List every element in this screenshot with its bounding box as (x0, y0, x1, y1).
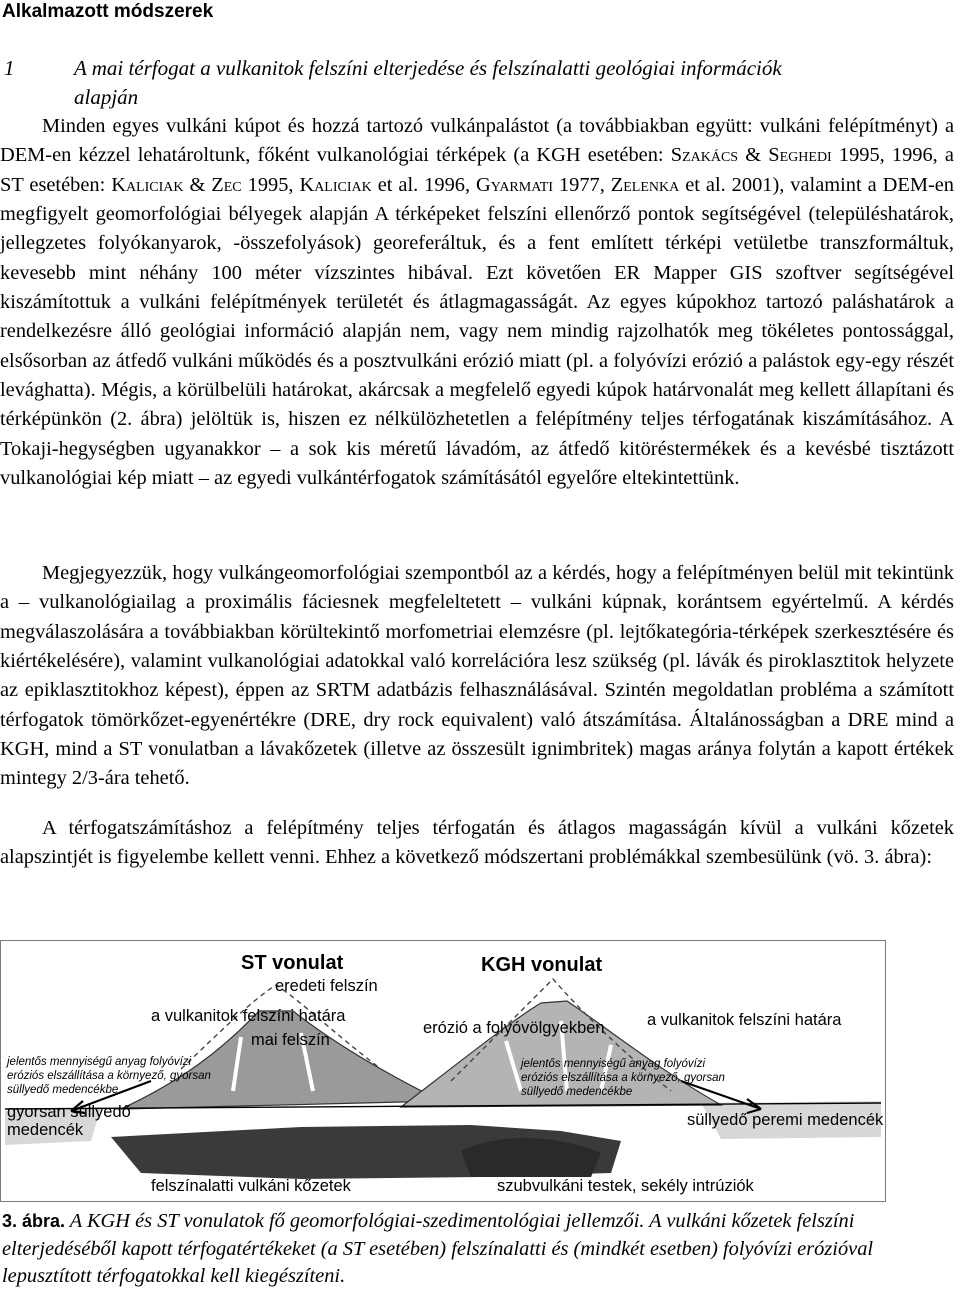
section-title-line-2: alapján (74, 85, 139, 109)
subsurface-volcanics-label: felszínalatti vulkáni kőzetek (151, 1177, 351, 1195)
author-kaliciak: Kaliciak (111, 173, 184, 196)
section-title-line-1: A mai térfogat a vulkanitok felszíni elterjedése és felszínalatti geológiai információk (74, 56, 782, 80)
figure-3-cross-section (0, 940, 886, 1202)
author-zec: Zec (211, 173, 242, 196)
p1-text-1: Minden egyes vulkáni kúpot és hozzá tartozó vulkánpalástot (a továbbiakban együtt: vulkáni felépítményt) a DEM-en kézzel lehatároltunk, főként vulkanológiai térképek (a KGH esetében: (0, 115, 954, 167)
author-zelenka: Zelenka (610, 173, 680, 196)
surface-boundary-left-label: a vulkanitok felszíni határa (151, 1007, 346, 1025)
p1-text-8: et al. 2001), valamint a DEM-en megfigyelt geomorfológiai bélyegek alapján A térképeket felszíni ellenőrző pontok segítségével (településhatárok, jellegzetes folyókanyarok, -összefolyások) georeferáltuk, és a fent említett térképi vetületbe transzformáltuk, kevesebb mint néhány 100 méter vízszintes hibával. Ezt követően ER Mapper GIS szoftver segítségével kiszámítottuk a vulkáni felépítmények területét és átlagmagasságát. Az egyes kúpokhoz tartozó paláshatárok a rendelkezésre álló geológiai információ alapján nem, vagy nem mindig rajzolhatók meg tökéletes pontossággal, elsősorban az átfedő vulkáni működés és a posztvulkáni erózió miatt (pl. a folyóvízi erózió a palástok egy-egy részét levághatta). Mégis, a körülbelüli határokat, akárcsak a megfelelő egyedi kúpok határvonalát meg kellett állapítani és térképünkön (2. ábra) jelöltük is, hiszen ez nélkülözhetetlen a felépítmény teljes térfogatának kiszámításához. A Tokaji-hegységben ugyanakkor – a sok kis méretű lávadóm, az átfedő kitöréstermékek és a kevésbé tisztázott vulkanológiai kép miatt – az egyedi vulkántérfogatok számításától egyelőre eltekintettünk. (0, 173, 954, 490)
paragraph-3: A térfogatszámításhoz a felépítmény teljes térfogatán és átlagos magasságán kívül a vulkáni kőzetek alapszintjét is figyelembe kellett venni. Ehhez a következő módszertani problémákkal szembesülünk (vö. 3. ábra): (0, 817, 954, 869)
note-left-line-3: süllyedő medencékbe (7, 1084, 119, 1096)
chapter-heading: Alkalmazott módszerek (2, 1, 214, 22)
author-szakacs: Szakács (670, 144, 739, 167)
p1-text-4: & (183, 173, 212, 196)
cross-section-diagram (1, 941, 885, 1201)
caption-text: A KGH és ST vonulatok fő geomorfológiai-szedimentológiai jellemzői. A vulkáni kőzetek felszíni elterjedéséből kapott térfogatértékeket (a ST esetében) felszínalatti és (mindkét esetben) folyóvízi erózióval lepusztított térfogatokkal kell kiegészíteni. (2, 1210, 874, 1287)
surface-boundary-right-label: a vulkanitok felszíni határa (647, 1011, 842, 1029)
present-surface-label: mai felszín (251, 1031, 330, 1049)
caption-label: 3. ábra. (2, 1211, 66, 1231)
st-title-label: ST vonulat (241, 952, 344, 974)
note-left-line-1: jelentős mennyiségű anyag folyóvízi (7, 1056, 192, 1068)
p1-text-5: 1995, (241, 173, 300, 196)
erosion-label: erózió a folyóvölgyekben (423, 1019, 605, 1037)
p1-text-2: & (738, 144, 769, 167)
p1-text-3: 1995, 1996, a ST esetében: (0, 144, 954, 196)
subvolcanic-bodies-label: szubvulkáni testek, sekély intrúziók (497, 1177, 754, 1195)
figure-caption (2, 1208, 956, 1291)
author-seghedi: Seghedi (768, 144, 832, 167)
note-right-line-2: eróziós elszállítása a környező, gyorsan (521, 1072, 725, 1084)
section-number: 1 (4, 56, 15, 80)
note-left-line-2: eróziós elszállítása a környező, gyorsan (7, 1070, 211, 1082)
note-right-line-1: jelentős mennyiségű anyag folyóvízi (521, 1058, 706, 1070)
author-kaliciak-2: Kaliciak (299, 173, 372, 196)
note-right-line-3: süllyedő medencékbe (521, 1086, 633, 1098)
fast-subsiding-basins-line-1: gyorsan süllyedő (7, 1103, 131, 1121)
p1-text-6: et al. 1996, (371, 173, 477, 196)
paragraph-1 (0, 112, 954, 557)
original-surface-label: eredeti felszín (275, 977, 378, 995)
p1-text-7: 1977, (552, 173, 611, 196)
author-gyarmati: Gyarmati (476, 173, 553, 196)
kgh-title-label: KGH vonulat (481, 954, 603, 976)
subsiding-marginal-basins-label: süllyedő peremi medencék (687, 1111, 884, 1129)
paragraph-2: Megjegyezzük, hogy vulkángeomorfológiai szempontból az a kérdés, hogy a felépítményen belül mit tekintünk a – vulkanológiailag a proximális fáciesnek megfeleltetett – vulkáni kúpnak, korántsem egyértelmű. A kérdés megválaszolására a továbbiakban körültekintő morfometriai elemzésre (pl. lejtőkategória-térképek szerkesztésére és kiértékelésére), valamint vulkanológiai adatokkal való korrelációra lesz szükség (pl. lávák és piroklasztitok helyzete az epiklasztitokhoz képest), éppen az SRTM adatbázis felhasználásával. Szintén megoldatlan probléma a számított térfogatok tömörkőzet-egyenértékre (DRE, dry rock equivalent) való átszámítása. Általánosságban a DRE mind a KGH, mind a ST vonulatban a lávakőzetek (illetve az összesült ignimbritek) magas aránya folytán a kapott értékek mintegy 2/3-ára tehető. (0, 562, 954, 790)
fast-subsiding-basins-line-2: medencék (7, 1121, 84, 1139)
